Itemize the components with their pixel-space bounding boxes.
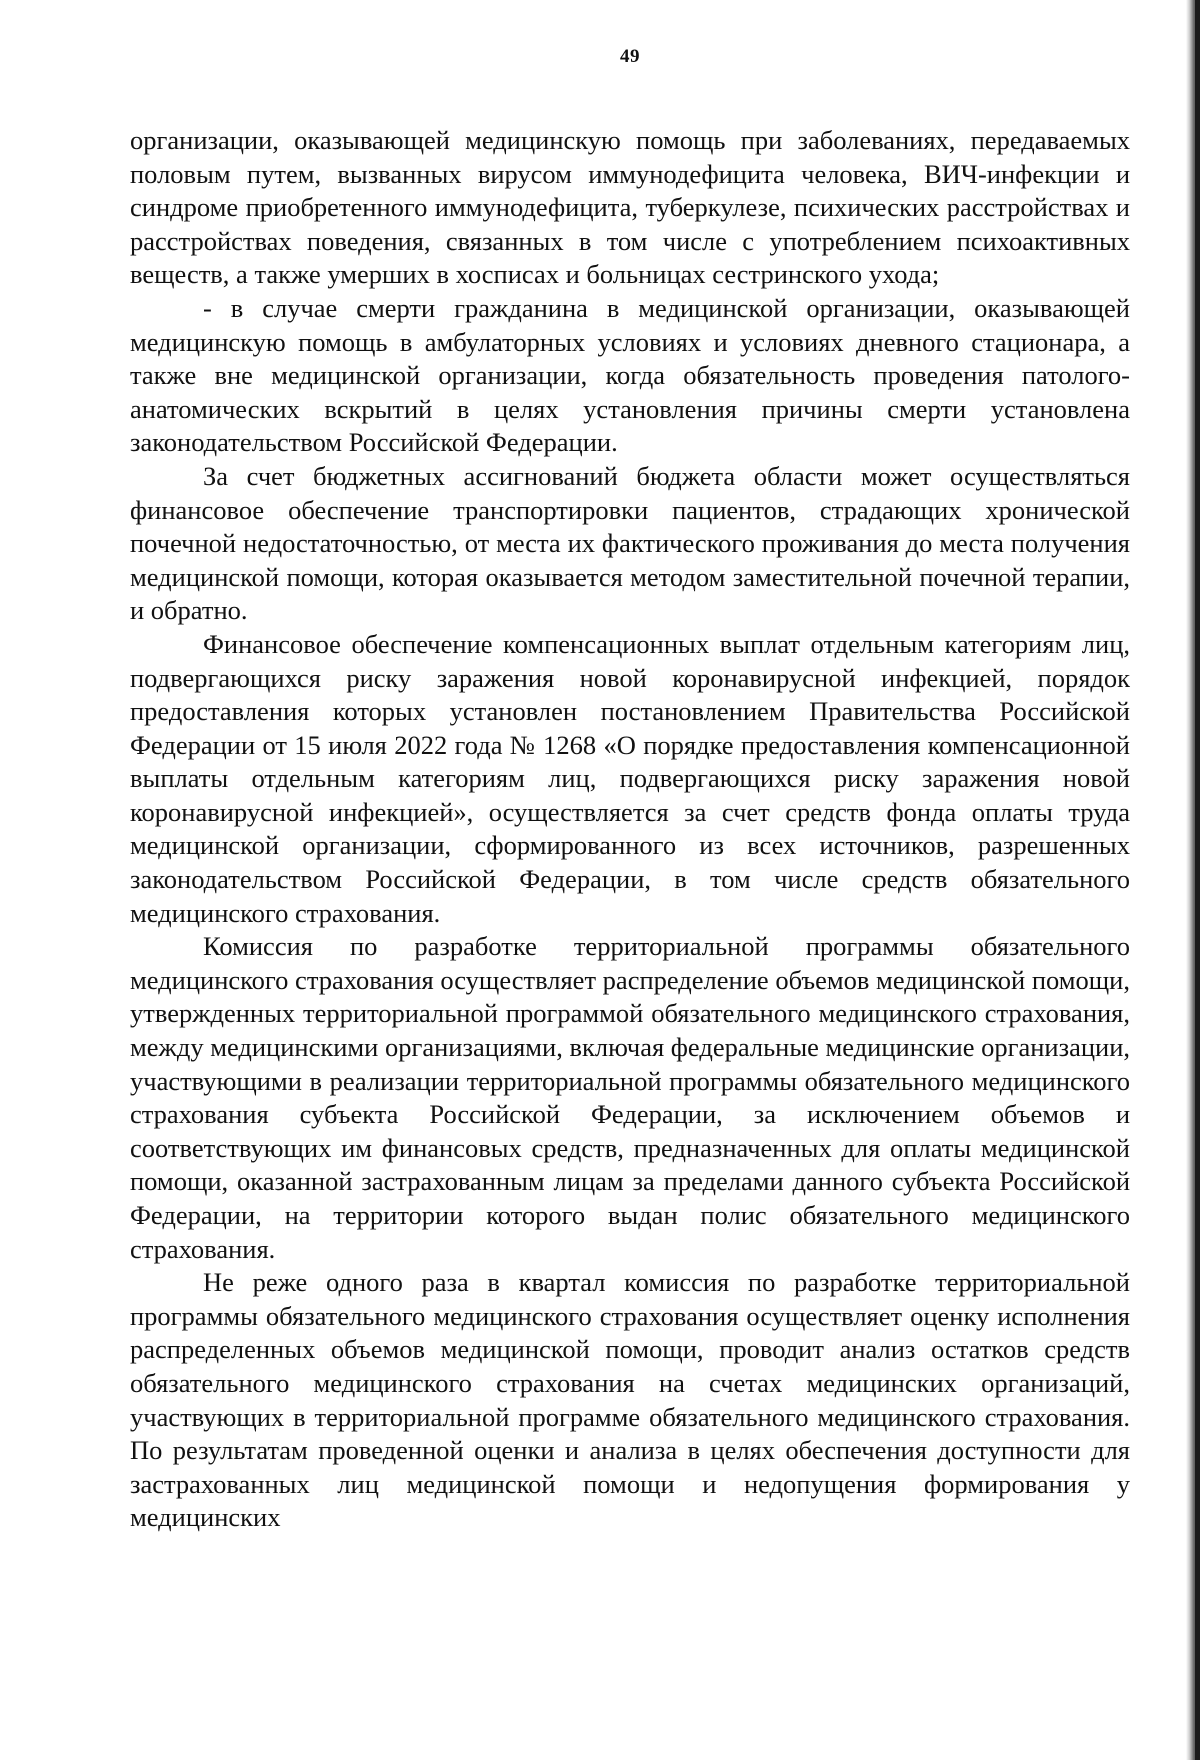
body-text — [130, 124, 1130, 1535]
page-number: 49 — [620, 46, 640, 67]
paragraph-transport-funding: За счет бюджетных ассигнований бюджета области может осуществляться финансовое обеспечение транспортировки пациентов, страдающих хронической почечной недостаточностью, от места их фактического проживания до места получения медицинской помощи, которая оказывается методом заместительной почечной терапии, и обратно. — [130, 460, 1130, 626]
paragraph-commission-distribution: Комиссия по разработке территориальной программы обязательного медицинского страхования осуществляет распределение объемов медицинской помощи, утвержденных территориальной программой обязательного медицинского страхования, между медицинскими организациями, включая федеральные медицинские организации, участвующими в реализации территориальной программы обязательного медицинского страхования субъекта Российской Федерации, за исключением объемов и соответствующих им финансовых средств, предназначенных для оплаты медицинской помощи, оказанной застрахованным лицам за пределами данного субъекта Российской Федерации, на территории которого выдан полис обязательного медицинского страхования. — [130, 931, 1131, 1264]
paragraph-compensation-payments: Финансовое обеспечение компенсационных выплат отдельным категориям лиц, подвергающихся риску заражения новой коронавирусной инфекцией, порядок предоставления которых установлен постановлением Правительства Российской Федерации от 15 июля 2022 года № 1268 «О порядке предоставления компенсационной выплаты отдельным категориям лиц, подвергающихся риску заражения новой коронавирусной инфекцией», осуществляется за счет средств фонда оплаты труда медицинской организации, сформированного из всех источников, разрешенных законодательством Российской Федерации, в том числе средств обязательного медицинского страхования. — [130, 628, 1130, 928]
scan-border-line — [1195, 0, 1200, 1760]
paragraph-continuation: организации, оказывающей медицинскую помощь при заболеваниях, передаваемых половым путем, вызванных вирусом иммунодефицита человека, ВИЧ-инфекции и синдроме приобретенного иммунодефицита, туберкулезе, психических расстройствах и расстройствах поведения, связанных в том числе с употреблением психоактивных веществ, а также умерших в хосписах и больницах сестринского ухода; — [130, 125, 1130, 290]
paragraph-quarterly-assessment: Не реже одного раза в квартал комиссия по разработке территориальной программы обязательного медицинского страхования осуществляет оценку исполнения распределенных объемов медицинской помощи, проводит анализ остатков средств обязательного медицинского страхования на счетах медицинских организаций, участвующих в территориальной программе обязательного медицинского страхования. По результатам проведенной оценки и анализа в целях обеспечения доступности для застрахованных лиц медицинской помощи и недопущения формирования у медицинских — [130, 1267, 1130, 1533]
paragraph-death-case: - в случае смерти гражданина в медицинской организации, оказывающей медицинскую помощь в амбулаторных условиях и условиях дневного стационара, а также вне медицинской организации, когда обязательность проведения патолого-анатомических вскрытий в целях установления причины смерти установлена законодательством Российской Федерации. — [130, 292, 1130, 458]
